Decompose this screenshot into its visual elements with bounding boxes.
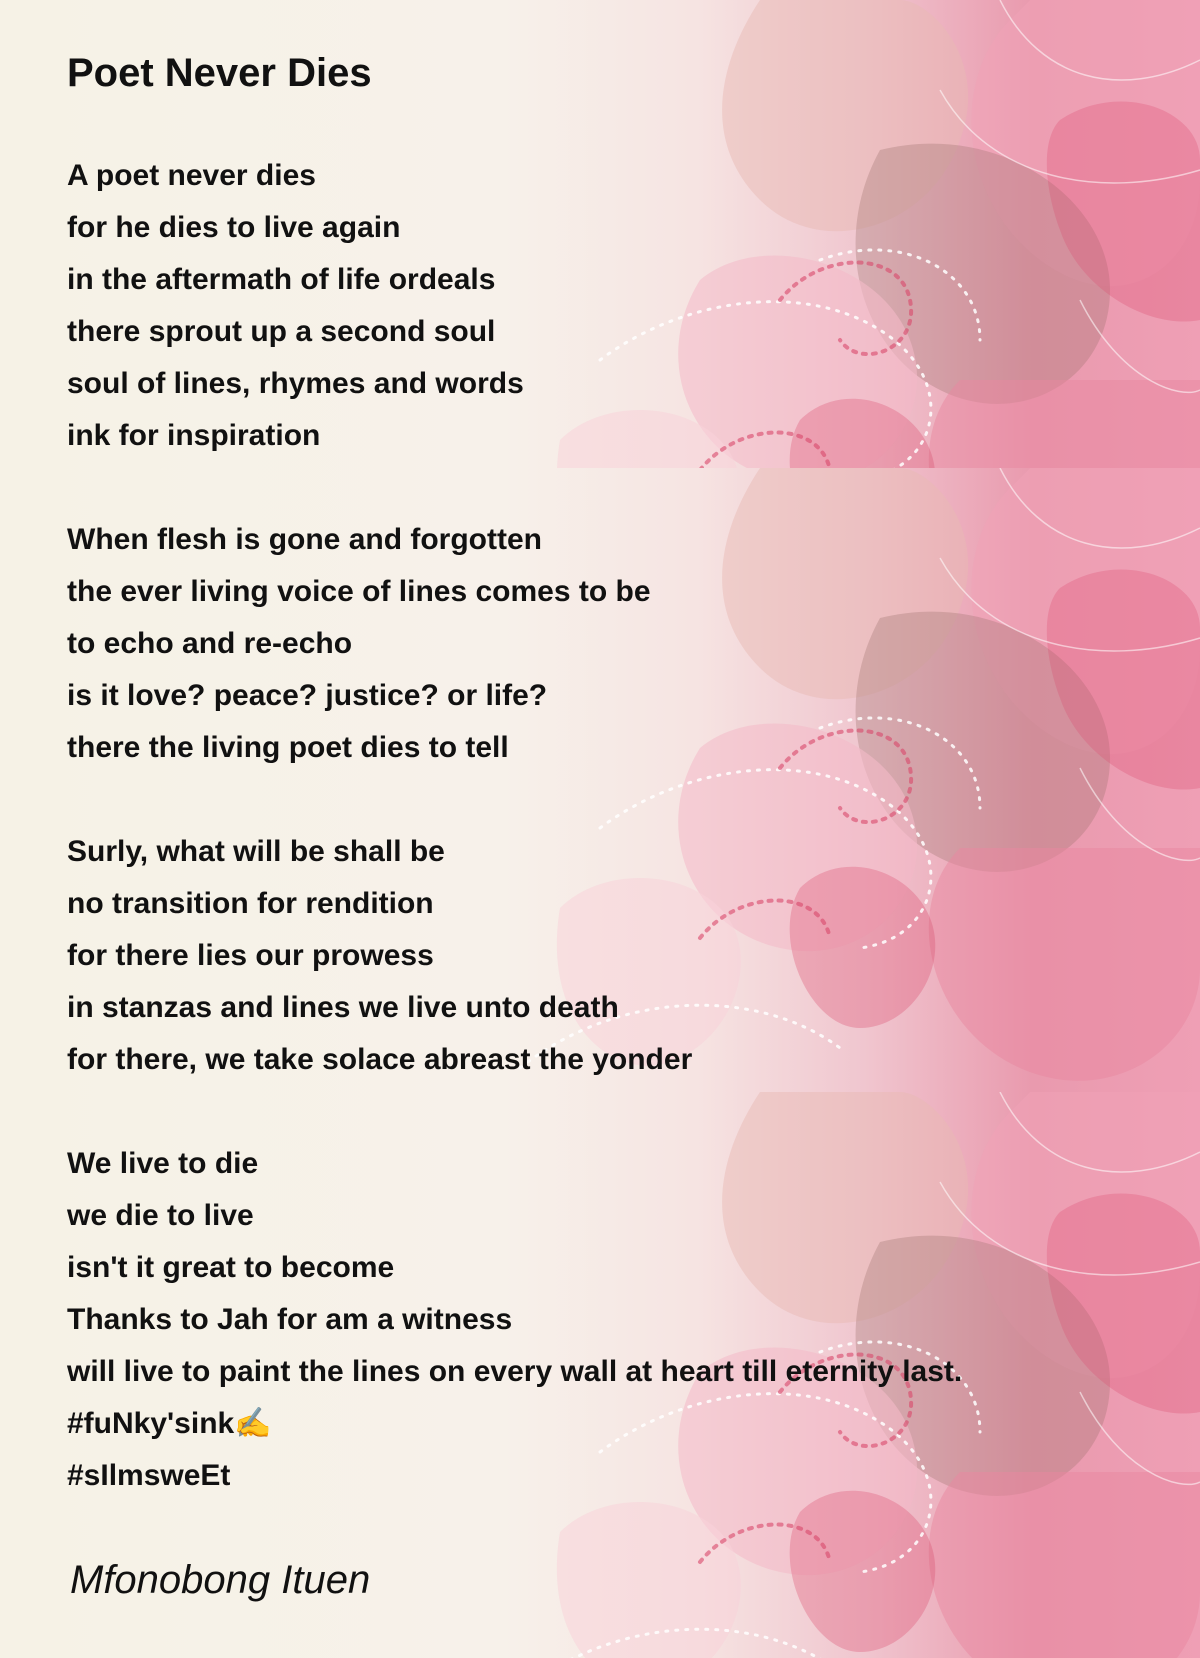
- poem-line: for there, we take solace abreast the yonder: [67, 1043, 693, 1076]
- poem-line: soul of lines, rhymes and words: [67, 367, 524, 400]
- poem-line: #sIlmsweEt: [67, 1459, 231, 1492]
- poem-line: the ever living voice of lines comes to be: [67, 575, 651, 608]
- poem-line: A poet never dies: [67, 159, 316, 192]
- poem-line: in stanzas and lines we live unto death: [67, 991, 619, 1024]
- poem-line: no transition for rendition: [67, 887, 434, 920]
- poem-line: ink for inspiration: [67, 419, 321, 452]
- poem-line: We live to die: [67, 1147, 259, 1180]
- poem-line: to echo and re-echo: [67, 627, 353, 660]
- poem-line: for he dies to live again: [67, 211, 401, 244]
- poem-line: #fuNky'sink✍️: [67, 1407, 272, 1440]
- poem-line: there the living poet dies to tell: [67, 731, 509, 764]
- poem-line: Surly, what will be shall be: [67, 835, 445, 868]
- poem-line: is it love? peace? justice? or life?: [67, 679, 548, 712]
- stanza-3: [67, 826, 692, 1086]
- poem-author: Mfonobong Ituen: [70, 1558, 371, 1602]
- stanza-4: [67, 1138, 962, 1502]
- poem-line: for there lies our prowess: [67, 939, 434, 972]
- poem-line: When flesh is gone and forgotten: [67, 523, 542, 556]
- stanza-1: [67, 150, 524, 462]
- poem-title: Poet Never Dies: [67, 51, 372, 95]
- poem-line: there sprout up a second soul: [67, 315, 496, 348]
- poem-line: we die to live: [67, 1199, 254, 1232]
- poem-line: in the aftermath of life ordeals: [67, 263, 496, 296]
- poem-line: Thanks to Jah for am a witness: [67, 1303, 513, 1336]
- poem-line: will live to paint the lines on every wall at heart till eternity last.: [67, 1355, 963, 1388]
- poem-line: isn't it great to become: [67, 1251, 395, 1284]
- stanza-2: [67, 514, 651, 774]
